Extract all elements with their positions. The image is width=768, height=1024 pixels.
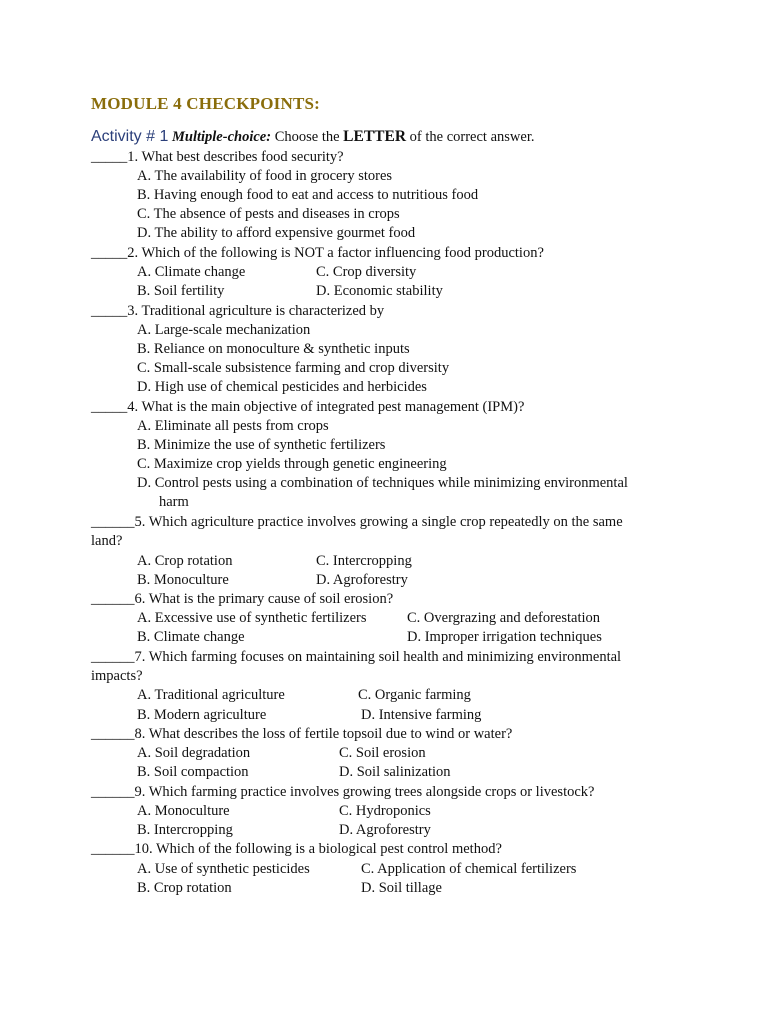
activity-label: Activity # 1: [91, 128, 169, 145]
question-2-option-c: C. Crop diversity: [316, 264, 417, 280]
question-9: ______9. Which farming practice involves growing trees alongside crops or livestock?: [91, 784, 595, 800]
question-4-option-d: D. Control pests using a combination of techniques while minimizing environmental: [137, 475, 628, 491]
question-7-cont: impacts?: [91, 668, 143, 684]
question-4: _____4. What is the main objective of integrated pest management (IPM)?: [91, 399, 525, 415]
question-6-option-d: D. Improper irrigation techniques: [407, 629, 602, 645]
question-5-option-b: B. Monoculture: [137, 572, 229, 588]
question-6-option-a: A. Excessive use of synthetic fertilizers: [137, 610, 367, 626]
question-7-option-c: C. Organic farming: [358, 687, 471, 703]
question-10-option-c: C. Application of chemical fertilizers: [361, 861, 577, 877]
instruction-text-post: of the correct answer.: [406, 129, 535, 145]
question-7-option-b: B. Modern agriculture: [137, 707, 267, 723]
module-title: MODULE 4 CHECKPOINTS:: [91, 94, 320, 113]
instruction-text-pre: Choose the: [271, 129, 344, 145]
question-3-option-c: C. Small-scale subsistence farming and crop diversity: [137, 360, 450, 376]
instruction-letter: LETTER: [343, 128, 407, 145]
activity-type: Multiple-choice:: [171, 129, 272, 145]
question-8-option-c: C. Soil erosion: [339, 745, 426, 761]
question-2-option-d: D. Economic stability: [316, 283, 443, 299]
question-8-option-a: A. Soil degradation: [137, 745, 251, 761]
question-7: ______7. Which farming focuses on maintaining soil health and minimizing environmental: [91, 649, 622, 665]
question-6-option-b: B. Climate change: [137, 629, 245, 645]
question-1: _____1. What best describes food security?: [91, 149, 344, 165]
activity-instruction: [91, 128, 534, 146]
question-3-option-b: B. Reliance on monoculture & synthetic inputs: [137, 341, 410, 357]
question-1-option-c: C. The absence of pests and diseases in crops: [137, 206, 400, 222]
question-8: ______8. What describes the loss of fertile topsoil due to wind or water?: [91, 726, 513, 742]
question-7-option-d: D. Intensive farming: [361, 707, 482, 723]
question-5-option-d: D. Agroforestry: [316, 572, 408, 588]
question-4-option-d-cont: harm: [159, 494, 189, 510]
question-2-option-b: B. Soil fertility: [137, 283, 225, 299]
question-4-option-a: A. Eliminate all pests from crops: [137, 418, 329, 434]
question-10-option-b: B. Crop rotation: [137, 880, 232, 896]
question-9-option-d: D. Agroforestry: [339, 822, 431, 838]
question-9-option-b: B. Intercropping: [137, 822, 233, 838]
question-3-option-d: D. High use of chemical pesticides and herbicides: [137, 379, 427, 395]
question-3-option-a: A. Large-scale mechanization: [137, 322, 311, 338]
question-2: _____2. Which of the following is NOT a factor influencing food production?: [91, 245, 544, 261]
question-1-option-b: B. Having enough food to eat and access to nutritious food: [137, 187, 479, 203]
question-6: ______6. What is the primary cause of soil erosion?: [91, 591, 394, 607]
question-6-option-c: C. Overgrazing and deforestation: [407, 610, 601, 626]
question-5-option-a: A. Crop rotation: [137, 553, 233, 569]
question-4-option-b: B. Minimize the use of synthetic fertilizers: [137, 437, 386, 453]
question-5-cont: land?: [91, 533, 123, 549]
question-1-option-a: A. The availability of food in grocery stores: [137, 168, 393, 184]
question-10-option-a: A. Use of synthetic pesticides: [137, 861, 310, 877]
question-4-option-c: C. Maximize crop yields through genetic engineering: [137, 456, 447, 472]
question-9-option-a: A. Monoculture: [137, 803, 230, 819]
question-10: ______10. Which of the following is a biological pest control method?: [91, 841, 502, 857]
question-7-option-a: A. Traditional agriculture: [137, 687, 285, 703]
question-3: _____3. Traditional agriculture is characterized by: [91, 303, 385, 319]
question-5: ______5. Which agriculture practice involves growing a single crop repeatedly on the same: [91, 514, 623, 530]
question-5-option-c: C. Intercropping: [316, 553, 412, 569]
question-9-option-c: C. Hydroponics: [339, 803, 431, 819]
question-8-option-b: B. Soil compaction: [137, 764, 249, 780]
question-10-option-d: D. Soil tillage: [361, 880, 442, 896]
question-1-option-d: D. The ability to afford expensive gourmet food: [137, 225, 416, 241]
question-8-option-d: D. Soil salinization: [339, 764, 451, 780]
question-2-option-a: A. Climate change: [137, 264, 246, 280]
